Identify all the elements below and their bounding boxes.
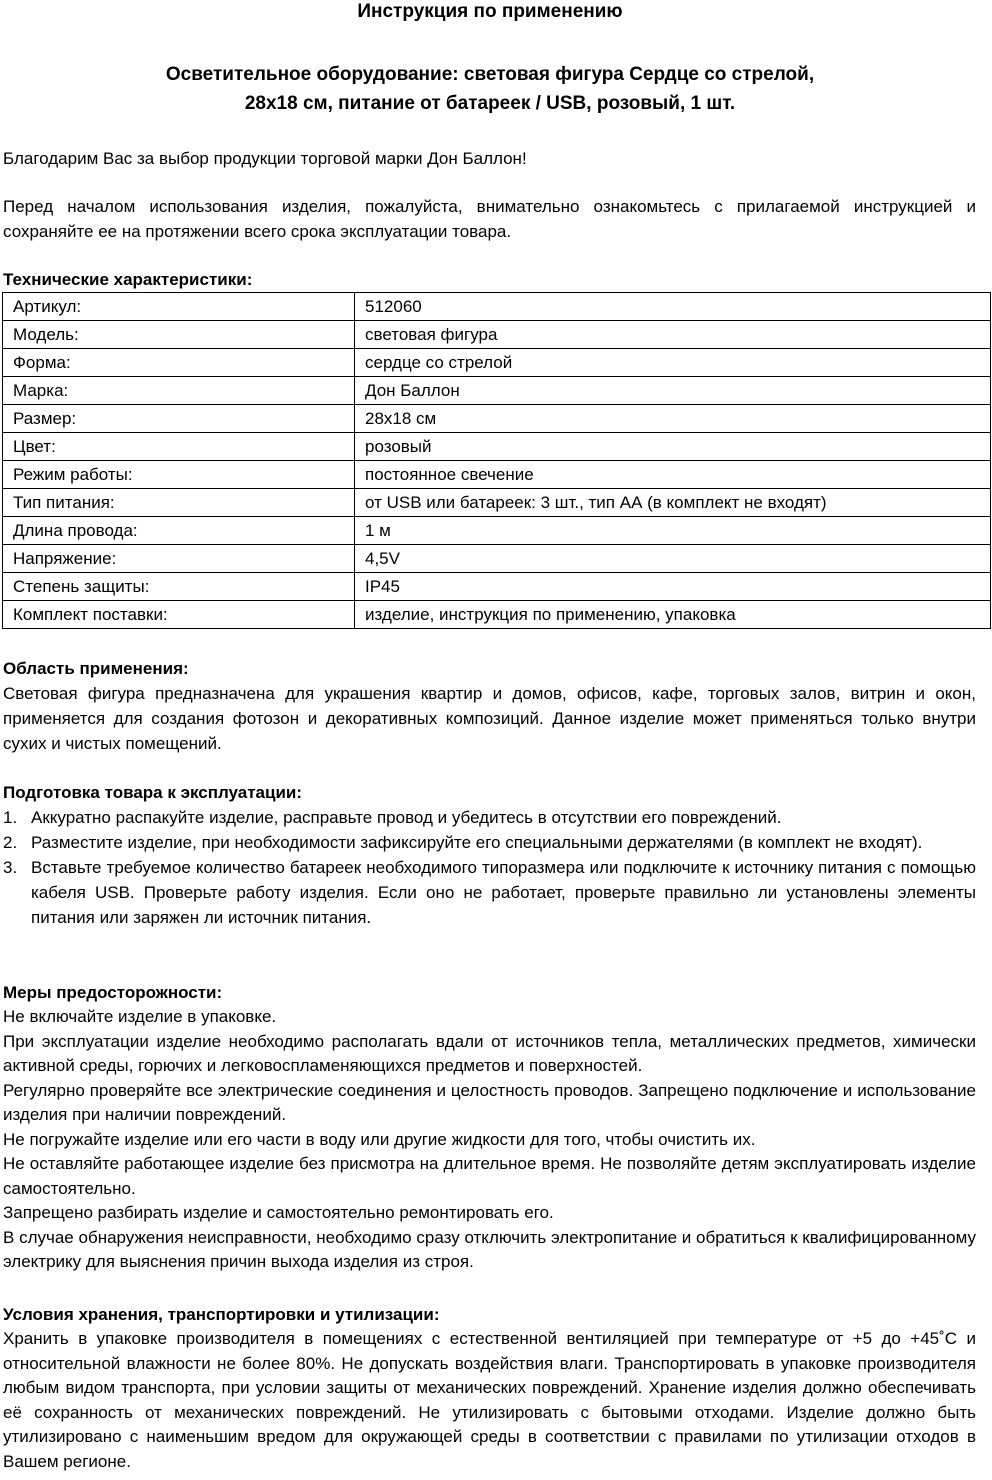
table-row (3, 293, 991, 321)
list-item: Не оставляйте работающее изделие без присмотра на длительное время. Не позволяйте детям эксплуатировать изделие самостоятельно. (3, 1154, 976, 1198)
spec-key: Напряжение: (3, 545, 355, 573)
list-item: Регулярно проверяйте все электрические соединения и целостность проводов. Запрещено подключение и использование изделия при наличии повреждений. (3, 1080, 976, 1124)
spec-key: Марка: (3, 377, 355, 405)
list-item: В случае обнаружения неисправности, необходимо сразу отключить электропитание и обратиться к квалифицированному электрику для выяснения причин выхода изделия из строя. (3, 1227, 976, 1271)
table-row (3, 573, 991, 601)
spec-key: Модель: (3, 321, 355, 349)
spec-value: 4,5V (355, 545, 991, 573)
table-row (3, 489, 991, 517)
spec-value: 512060 (355, 293, 991, 321)
table-row (3, 461, 991, 489)
spec-key: Цвет: (3, 433, 355, 461)
table-row (3, 321, 991, 349)
application-heading: Область применения: (3, 659, 189, 678)
table-row (3, 405, 991, 433)
list-item: Не включайте изделие в упаковке. (3, 1007, 277, 1026)
spec-key: Артикул: (3, 293, 355, 321)
precautions-list (3, 1005, 976, 1275)
storage-text: Хранить в упаковке производителя в помещениях с естественной вентиляцией при температуре от +5 до +45˚С и относительной влажности не более 80%. Не допускать воздействия влаги. Транспортировать в упаковке производителя любым видом транспорта, при условии защиты от механических повреждений. Хранение изделия должно обеспечивать её сохранность от механических повреждений. Не утилизировать с бытовыми отходами. Изделие должно быть утилизировано с наименьшим вредом для окружающей среды в соответствии с правилами по утилизации отходов в Вашем регионе. (3, 1329, 976, 1471)
spec-key: Длина провода: (3, 517, 355, 545)
preparation-heading: Подготовка товара к эксплуатации: (3, 783, 303, 802)
list-item (3, 805, 976, 830)
read-notice-text: Перед началом использования изделия, пожалуйста, внимательно ознакомьтесь с прилагаемой инструкцией и сохраняйте ее на протяжении всего срока эксплуатации товара. (3, 197, 976, 241)
spec-value: постоянное свечение (355, 461, 991, 489)
preparation-steps (3, 805, 976, 930)
table-row (3, 601, 991, 629)
document-title: Инструкция по применению (357, 1, 623, 22)
list-item (3, 855, 976, 930)
spec-value: IP45 (355, 573, 991, 601)
spec-value: розовый (355, 433, 991, 461)
table-row (3, 517, 991, 545)
specs-table (2, 292, 991, 629)
product-title-line-1: Осветительное оборудование: световая фигура Сердце со стрелой, (165, 64, 815, 85)
step-text: Вставьте требуемое количество батареек необходимого типоразмера или подключите к источнику питания с помощью кабеля USB. Проверьте работу изделия. Если оно не работает, проверьте правильно ли установлены элементы питания или заряжен ли источник питания. (31, 858, 976, 927)
list-item: Не погружайте изделие или его части в воду или другие жидкости для того, чтобы очистить их. (3, 1129, 756, 1149)
application-text: Световая фигура предназначена для украшения квартир и домов, офисов, кафе, торговых залов, витрин и окон, применяется для создания фотозон и декоративных композиций. Данное изделие может применяться только внутри сухих и чистых помещений. (3, 684, 976, 753)
table-row (3, 377, 991, 405)
spec-value: от USB или батареек: 3 шт., тип АА (в комплект не входят) (355, 489, 991, 517)
list-item: Запрещено разбирать изделие и самостоятельно ремонтировать его. (3, 1203, 554, 1222)
spec-value: Дон Баллон (355, 377, 991, 405)
step-number: 3. (3, 858, 18, 877)
spec-key: Размер: (3, 405, 355, 433)
thanks-text: Благодарим Вас за выбор продукции торговой марки Дон Баллон! (3, 149, 527, 168)
table-row (3, 433, 991, 461)
specs-heading: Технические характеристики: (3, 270, 253, 289)
table-row (3, 349, 991, 377)
spec-key: Форма: (3, 349, 355, 377)
step-text: Аккуратно распакуйте изделие, расправьте провод и убедитесь в отсутствии его повреждений. (31, 808, 782, 827)
spec-key: Режим работы: (3, 461, 355, 489)
spec-key: Степень защиты: (3, 573, 355, 601)
step-text: Разместите изделие, при необходимости зафиксируйте его специальными держателями (в комплект не входят). (31, 833, 923, 852)
spec-value: 1 м (355, 517, 991, 545)
table-row (3, 545, 991, 573)
list-item: При эксплуатации изделие необходимо располагать вдали от источников тепла, металлических предметов, химически активной среды, горючих и легковоспламеняющихся предметов и поверхностей. (3, 1031, 976, 1075)
spec-key: Тип питания: (3, 489, 355, 517)
spec-value: световая фигура (355, 321, 991, 349)
product-title (0, 60, 980, 118)
spec-value: 28х18 см (355, 405, 991, 433)
spec-value: сердце со стрелой (355, 349, 991, 377)
step-number: 1. (3, 808, 18, 827)
spec-key: Комплект поставки: (3, 601, 355, 629)
step-number: 2. (3, 833, 18, 852)
list-item (3, 830, 976, 855)
product-title-line-2: 28х18 см, питание от батареек / USB, розовый, 1 шт. (244, 93, 736, 114)
spec-value: изделие, инструкция по применению, упаковка (355, 601, 991, 629)
storage-section (3, 1327, 976, 1474)
storage-heading: Условия хранения, транспортировки и утилизации: (3, 1305, 440, 1324)
precautions-heading: Меры предосторожности: (3, 983, 223, 1002)
